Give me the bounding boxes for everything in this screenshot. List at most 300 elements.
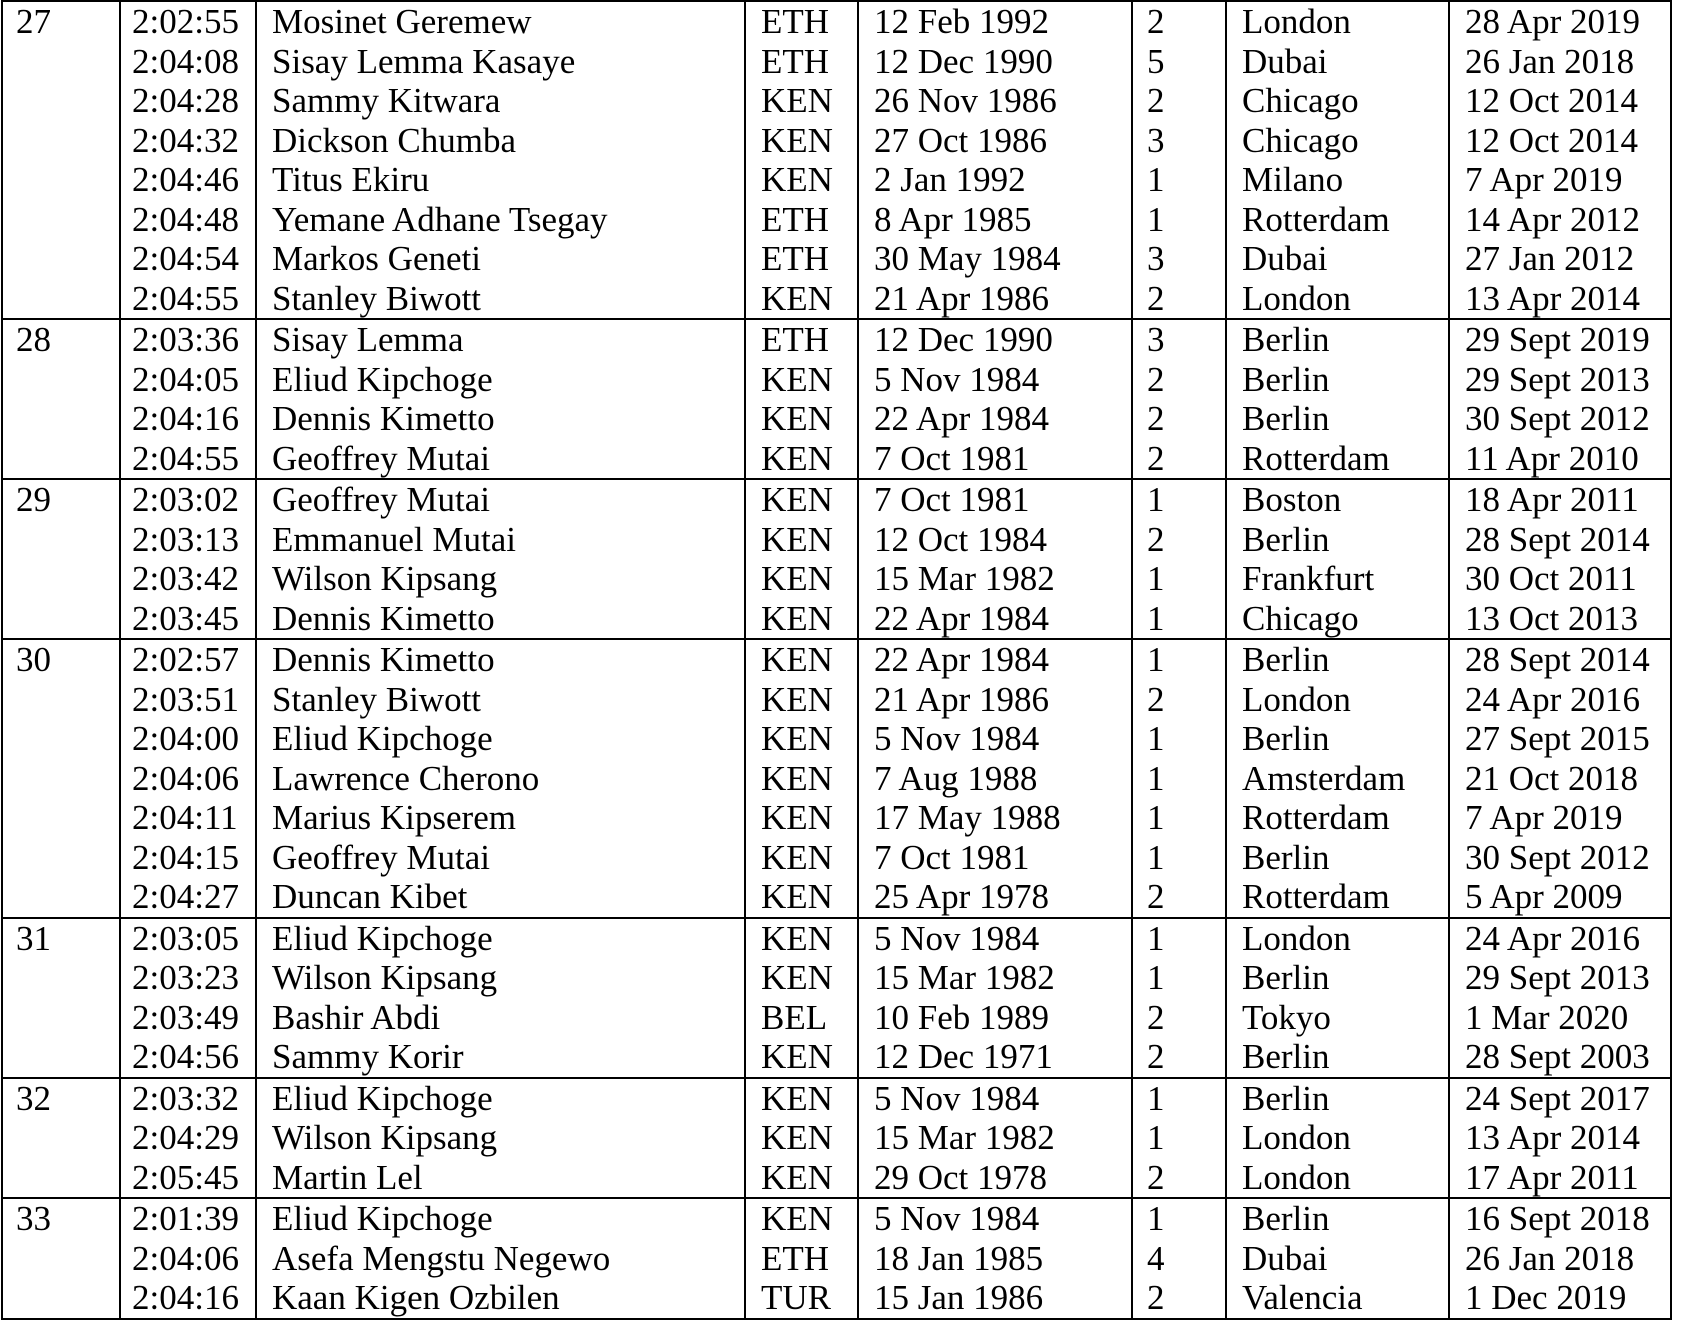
date-of-birth: 12 Oct 1984: [874, 519, 1048, 559]
race-position: 2: [1147, 81, 1165, 120]
race-city: London: [1242, 918, 1351, 958]
age-cell: [2, 479, 120, 639]
nationality: KEN: [761, 598, 833, 638]
race-date: 14 Apr 2012: [1465, 199, 1640, 239]
athlete-name: Martin Lel: [272, 1157, 423, 1197]
date-of-birth-column-cell: [858, 319, 1132, 479]
nationality: KEN: [761, 877, 833, 916]
athlete-name: Wilson Kipsang: [272, 958, 498, 997]
race-city: Berlin: [1242, 719, 1330, 758]
nationality: KEN: [761, 679, 833, 719]
finish-time: 2:04:54: [132, 239, 239, 278]
date-of-birth-column-cell: [858, 479, 1132, 639]
race-position: 2: [1147, 997, 1165, 1037]
race-city: Milano: [1242, 160, 1344, 199]
date-of-birth-column-cell: [858, 918, 1132, 1078]
race-city: Rotterdam: [1242, 877, 1390, 916]
finish-time: 2:04:56: [132, 1037, 239, 1076]
date-of-birth: 5 Nov 1984: [874, 1199, 1040, 1238]
race-date: 7 Apr 2019: [1465, 160, 1623, 199]
results-body: [2, 1, 1671, 1319]
finish-time: 2:03:42: [132, 559, 239, 598]
age-group-row: [2, 1, 1671, 319]
race-city: Frankfurt: [1242, 559, 1375, 598]
date-of-birth: 2 Jan 1992: [874, 160, 1026, 199]
nationality: KEN: [761, 359, 833, 399]
race-city: London: [1242, 679, 1351, 719]
race-city: Rotterdam: [1242, 199, 1390, 239]
nationality: KEN: [761, 1078, 833, 1118]
date-of-birth: 7 Oct 1981: [874, 837, 1030, 877]
finish-time: 2:04:11: [132, 798, 238, 837]
race-date: 21 Oct 2018: [1465, 758, 1639, 798]
age-value: 31: [16, 918, 51, 958]
athlete-name: Stanley Biwott: [272, 679, 482, 719]
athlete-name: Stanley Biwott: [272, 278, 482, 318]
race-city: Dubai: [1242, 1238, 1328, 1278]
nationality-column-cell: [745, 639, 858, 918]
age-cell: [2, 1078, 120, 1199]
finish-time: 2:03:13: [132, 519, 239, 559]
race-position: 1: [1147, 918, 1165, 958]
race-city: Chicago: [1242, 598, 1359, 638]
athlete-name: Mosinet Geremew: [272, 2, 532, 41]
nationality: KEN: [761, 160, 833, 199]
finish-time: 2:04:15: [132, 837, 239, 877]
nationality: KEN: [761, 918, 833, 958]
finish-time-column-cell: [120, 1, 256, 319]
race-position: 2: [1147, 1037, 1165, 1076]
age-group-row: [2, 918, 1671, 1078]
finish-time: 2:03:45: [132, 598, 239, 638]
race-date-column-cell: [1449, 639, 1671, 918]
athlete-name: Sisay Lemma: [272, 320, 464, 359]
finish-time: 2:05:45: [132, 1157, 239, 1197]
finish-time: 2:04:28: [132, 81, 239, 120]
finish-time: 2:04:16: [132, 1278, 239, 1317]
race-position: 2: [1147, 679, 1165, 719]
nationality: KEN: [761, 438, 833, 478]
race-date: 17 Apr 2011: [1465, 1157, 1639, 1197]
race-city-column-cell: [1226, 639, 1449, 918]
date-of-birth: 25 Apr 1978: [874, 877, 1049, 916]
finish-time: 2:03:05: [132, 918, 239, 958]
nationality-column-cell: [745, 319, 858, 479]
finish-time: 2:01:39: [132, 1199, 239, 1238]
race-position-column-cell: [1132, 918, 1226, 1078]
athlete-name: Geoffrey Mutai: [272, 438, 491, 478]
race-city: Berlin: [1242, 320, 1330, 359]
date-of-birth: 12 Dec 1990: [874, 41, 1053, 81]
nationality: KEN: [761, 559, 833, 598]
athlete-name: Geoffrey Mutai: [272, 480, 491, 519]
finish-time-column-cell: [120, 918, 256, 1078]
age-cell: [2, 639, 120, 918]
race-position: 4: [1147, 1238, 1165, 1278]
race-date: 26 Jan 2018: [1465, 41, 1635, 81]
athlete-name: Sisay Lemma Kasaye: [272, 41, 576, 81]
date-of-birth-column-cell: [858, 1198, 1132, 1319]
race-city: Berlin: [1242, 399, 1330, 438]
race-date: 24 Apr 2016: [1465, 918, 1640, 958]
race-position: 1: [1147, 480, 1165, 519]
race-position: 1: [1147, 1078, 1165, 1118]
date-of-birth: 8 Apr 1985: [874, 199, 1032, 239]
race-date-column-cell: [1449, 1078, 1671, 1199]
race-position: 1: [1147, 598, 1165, 638]
race-date: 13 Apr 2014: [1465, 278, 1640, 318]
date-of-birth: 22 Apr 1984: [874, 598, 1049, 638]
athlete-name: Asefa Mengstu Negewo: [272, 1238, 611, 1278]
age-value: 32: [16, 1078, 51, 1118]
date-of-birth: 7 Oct 1981: [874, 438, 1030, 478]
date-of-birth: 5 Nov 1984: [874, 1078, 1040, 1118]
race-position: 2: [1147, 1157, 1165, 1197]
race-date-column-cell: [1449, 918, 1671, 1078]
finish-time: 2:04:00: [132, 719, 239, 758]
race-date: 30 Oct 2011: [1465, 559, 1637, 598]
athlete-name: Eliud Kipchoge: [272, 918, 493, 958]
marathon-results-table: [1, 0, 1672, 1320]
race-date-column-cell: [1449, 479, 1671, 639]
date-of-birth-column-cell: [858, 639, 1132, 918]
athlete-name: Kaan Kigen Ozbilen: [272, 1278, 560, 1317]
nationality: KEN: [761, 837, 833, 877]
finish-time: 2:03:49: [132, 997, 239, 1037]
finish-time: 2:04:06: [132, 1238, 239, 1278]
date-of-birth: 5 Nov 1984: [874, 719, 1040, 758]
race-position-column-cell: [1132, 639, 1226, 918]
race-position-column-cell: [1132, 319, 1226, 479]
finish-time-column-cell: [120, 1198, 256, 1319]
athlete-name: Emmanuel Mutai: [272, 519, 516, 559]
nationality: KEN: [761, 958, 833, 997]
race-city: Berlin: [1242, 1078, 1330, 1118]
race-city: Berlin: [1242, 1037, 1330, 1076]
race-position: 1: [1147, 1118, 1165, 1157]
nationality: KEN: [761, 1157, 833, 1197]
race-position: 1: [1147, 199, 1165, 239]
nationality: KEN: [761, 640, 833, 679]
athlete-name: Dennis Kimetto: [272, 640, 495, 679]
race-city: Chicago: [1242, 81, 1359, 120]
race-city: Boston: [1242, 480, 1342, 519]
finish-time: 2:04:27: [132, 877, 239, 916]
athlete-name: Bashir Abdi: [272, 997, 441, 1037]
athlete-name-column-cell: [256, 319, 745, 479]
race-date: 12 Oct 2014: [1465, 120, 1639, 160]
finish-time: 2:03:51: [132, 679, 239, 719]
race-position: 1: [1147, 160, 1165, 199]
race-position: 2: [1147, 1278, 1165, 1317]
finish-time: 2:04:48: [132, 199, 239, 239]
nationality: ETH: [761, 320, 830, 359]
date-of-birth: 12 Feb 1992: [874, 2, 1049, 41]
athlete-name-column-cell: [256, 479, 745, 639]
date-of-birth-column-cell: [858, 1, 1132, 319]
athlete-name: Markos Geneti: [272, 239, 481, 278]
nationality: KEN: [761, 1199, 833, 1238]
nationality: KEN: [761, 758, 833, 798]
race-city: Berlin: [1242, 359, 1330, 399]
race-position: 2: [1147, 2, 1165, 41]
date-of-birth-column-cell: [858, 1078, 1132, 1199]
race-position: 2: [1147, 877, 1165, 916]
age-cell: [2, 1, 120, 319]
nationality: KEN: [761, 399, 833, 438]
race-date: 28 Sept 2003: [1465, 1037, 1650, 1076]
athlete-name: Dickson Chumba: [272, 120, 517, 160]
race-position: 3: [1147, 239, 1165, 278]
date-of-birth: 15 Mar 1982: [874, 958, 1055, 997]
athlete-name: Eliud Kipchoge: [272, 719, 493, 758]
athlete-name: Wilson Kipsang: [272, 559, 498, 598]
age-value: 27: [16, 2, 51, 41]
race-date: 27 Jan 2012: [1465, 239, 1635, 278]
finish-time: 2:02:55: [132, 2, 239, 41]
nationality: TUR: [761, 1278, 831, 1317]
race-city: Dubai: [1242, 239, 1328, 278]
date-of-birth: 15 Mar 1982: [874, 559, 1055, 598]
race-position: 1: [1147, 559, 1165, 598]
athlete-name: Sammy Korir: [272, 1037, 464, 1076]
finish-time-column-cell: [120, 1078, 256, 1199]
race-city: Berlin: [1242, 519, 1330, 559]
race-date: 28 Sept 2014: [1465, 519, 1650, 559]
race-date: 26 Jan 2018: [1465, 1238, 1635, 1278]
date-of-birth: 21 Apr 1986: [874, 679, 1049, 719]
race-position-column-cell: [1132, 1198, 1226, 1319]
finish-time: 2:04:29: [132, 1118, 239, 1157]
finish-time: 2:04:55: [132, 438, 239, 478]
finish-time: 2:03:02: [132, 480, 239, 519]
finish-time: 2:04:55: [132, 278, 239, 318]
race-date: 29 Sept 2013: [1465, 359, 1650, 399]
athlete-name: Dennis Kimetto: [272, 399, 495, 438]
nationality: BEL: [761, 997, 828, 1037]
race-city-column-cell: [1226, 1198, 1449, 1319]
date-of-birth: 18 Jan 1985: [874, 1238, 1044, 1278]
race-date: 12 Oct 2014: [1465, 81, 1639, 120]
athlete-name: Geoffrey Mutai: [272, 837, 491, 877]
date-of-birth: 30 May 1984: [874, 239, 1061, 278]
nationality: ETH: [761, 41, 830, 81]
race-city: Rotterdam: [1242, 438, 1390, 478]
date-of-birth: 22 Apr 1984: [874, 640, 1049, 679]
nationality: KEN: [761, 519, 833, 559]
race-city-column-cell: [1226, 319, 1449, 479]
date-of-birth: 12 Dec 1971: [874, 1037, 1053, 1076]
athlete-name: Lawrence Cherono: [272, 758, 540, 798]
race-position-column-cell: [1132, 1, 1226, 319]
race-city: London: [1242, 1157, 1351, 1197]
age-value: 29: [16, 480, 51, 519]
race-city: Tokyo: [1242, 997, 1331, 1037]
finish-time-column-cell: [120, 319, 256, 479]
athlete-name-column-cell: [256, 1198, 745, 1319]
nationality: ETH: [761, 239, 830, 278]
race-city: Rotterdam: [1242, 798, 1390, 837]
race-date: 16 Sept 2018: [1465, 1199, 1650, 1238]
nationality: ETH: [761, 1238, 830, 1278]
race-position: 2: [1147, 438, 1165, 478]
finish-time: 2:03:32: [132, 1078, 239, 1118]
date-of-birth: 21 Apr 1986: [874, 278, 1049, 318]
race-date: 13 Oct 2013: [1465, 598, 1639, 638]
athlete-name: Sammy Kitwara: [272, 81, 501, 120]
race-date: 24 Sept 2017: [1465, 1078, 1650, 1118]
race-position: 1: [1147, 958, 1165, 997]
race-date: 29 Sept 2013: [1465, 958, 1650, 997]
race-date: 30 Sept 2012: [1465, 837, 1650, 877]
race-city: London: [1242, 2, 1351, 41]
finish-time-column-cell: [120, 639, 256, 918]
race-city-column-cell: [1226, 1078, 1449, 1199]
race-position: 1: [1147, 640, 1165, 679]
nationality-column-cell: [745, 1, 858, 319]
race-date-column-cell: [1449, 319, 1671, 479]
age-group-row: [2, 1198, 1671, 1319]
race-position: 2: [1147, 278, 1165, 318]
date-of-birth: 5 Nov 1984: [874, 918, 1040, 958]
finish-time: 2:04:46: [132, 160, 239, 199]
race-position: 2: [1147, 519, 1165, 559]
date-of-birth: 15 Mar 1982: [874, 1118, 1055, 1157]
athlete-name: Eliud Kipchoge: [272, 1199, 493, 1238]
finish-time: 2:04:06: [132, 758, 239, 798]
athlete-name: Duncan Kibet: [272, 877, 468, 916]
race-date: 1 Mar 2020: [1465, 997, 1629, 1037]
race-position: 5: [1147, 41, 1165, 81]
race-date-column-cell: [1449, 1, 1671, 319]
date-of-birth: 29 Oct 1978: [874, 1157, 1048, 1197]
race-city-column-cell: [1226, 1, 1449, 319]
age-cell: [2, 918, 120, 1078]
date-of-birth: 10 Feb 1989: [874, 997, 1049, 1037]
athlete-name: Yemane Adhane Tsegay: [272, 199, 608, 239]
nationality-column-cell: [745, 918, 858, 1078]
date-of-birth: 5 Nov 1984: [874, 359, 1040, 399]
nationality: ETH: [761, 199, 830, 239]
race-city: Berlin: [1242, 837, 1330, 877]
age-cell: [2, 1198, 120, 1319]
nationality: KEN: [761, 1118, 833, 1157]
race-date: 18 Apr 2011: [1465, 480, 1639, 519]
race-position-column-cell: [1132, 1078, 1226, 1199]
race-date: 30 Sept 2012: [1465, 399, 1650, 438]
athlete-name: Dennis Kimetto: [272, 598, 495, 638]
athlete-name: Titus Ekiru: [272, 160, 430, 199]
age-group-row: [2, 639, 1671, 918]
race-position: 1: [1147, 719, 1165, 758]
nationality-column-cell: [745, 1078, 858, 1199]
finish-time: 2:04:16: [132, 399, 239, 438]
race-city: London: [1242, 278, 1351, 318]
finish-time: 2:04:05: [132, 359, 239, 399]
age-group-row: [2, 479, 1671, 639]
race-city: Berlin: [1242, 640, 1330, 679]
nationality: KEN: [761, 480, 833, 519]
athlete-name: Eliud Kipchoge: [272, 359, 493, 399]
race-date: 29 Sept 2019: [1465, 320, 1650, 359]
race-city: London: [1242, 1118, 1351, 1157]
age-group-row: [2, 1078, 1671, 1199]
nationality: KEN: [761, 120, 833, 160]
date-of-birth: 7 Aug 1988: [874, 758, 1038, 798]
race-position: 3: [1147, 320, 1165, 359]
race-date: 28 Apr 2019: [1465, 2, 1640, 41]
date-of-birth: 26 Nov 1986: [874, 81, 1057, 120]
nationality: KEN: [761, 798, 833, 837]
finish-time: 2:04:08: [132, 41, 239, 81]
race-city: Amsterdam: [1242, 758, 1406, 798]
race-position: 2: [1147, 359, 1165, 399]
date-of-birth: 15 Jan 1986: [874, 1278, 1044, 1317]
race-position: 3: [1147, 120, 1165, 160]
race-date: 5 Apr 2009: [1465, 877, 1623, 916]
nationality: ETH: [761, 2, 830, 41]
nationality: KEN: [761, 719, 833, 758]
race-city-column-cell: [1226, 918, 1449, 1078]
nationality-column-cell: [745, 1198, 858, 1319]
race-position: 1: [1147, 837, 1165, 877]
race-date: 11 Apr 2010: [1465, 438, 1639, 478]
race-position: 1: [1147, 758, 1165, 798]
finish-time: 2:03:23: [132, 958, 239, 997]
race-city: Berlin: [1242, 1199, 1330, 1238]
date-of-birth: 17 May 1988: [874, 798, 1061, 837]
race-date: 24 Apr 2016: [1465, 679, 1640, 719]
age-cell: [2, 319, 120, 479]
race-position: 2: [1147, 399, 1165, 438]
nationality-column-cell: [745, 479, 858, 639]
age-value: 33: [16, 1199, 51, 1238]
date-of-birth: 7 Oct 1981: [874, 480, 1030, 519]
race-city: Dubai: [1242, 41, 1328, 81]
nationality: KEN: [761, 81, 833, 120]
race-position: 1: [1147, 1199, 1165, 1238]
race-position-column-cell: [1132, 479, 1226, 639]
race-position: 1: [1147, 798, 1165, 837]
race-date: 27 Sept 2015: [1465, 719, 1650, 758]
athlete-name: Wilson Kipsang: [272, 1118, 498, 1157]
age-group-row: [2, 319, 1671, 479]
nationality: KEN: [761, 1037, 833, 1076]
athlete-name-column-cell: [256, 1, 745, 319]
nationality: KEN: [761, 278, 833, 318]
athlete-name: Eliud Kipchoge: [272, 1078, 493, 1118]
finish-time: 2:04:32: [132, 120, 239, 160]
athlete-name-column-cell: [256, 918, 745, 1078]
race-date: 13 Apr 2014: [1465, 1118, 1640, 1157]
age-value: 28: [16, 320, 51, 359]
race-date: 1 Dec 2019: [1465, 1278, 1627, 1317]
race-date-column-cell: [1449, 1198, 1671, 1319]
race-city: Berlin: [1242, 958, 1330, 997]
finish-time-column-cell: [120, 479, 256, 639]
age-value: 30: [16, 640, 51, 679]
race-city: Chicago: [1242, 120, 1359, 160]
race-city-column-cell: [1226, 479, 1449, 639]
finish-time: 2:02:57: [132, 640, 239, 679]
date-of-birth: 22 Apr 1984: [874, 399, 1049, 438]
date-of-birth: 27 Oct 1986: [874, 120, 1048, 160]
race-city: Valencia: [1242, 1278, 1363, 1317]
finish-time: 2:03:36: [132, 320, 239, 359]
date-of-birth: 12 Dec 1990: [874, 320, 1053, 359]
athlete-name-column-cell: [256, 639, 745, 918]
athlete-name: Marius Kipserem: [272, 798, 516, 837]
